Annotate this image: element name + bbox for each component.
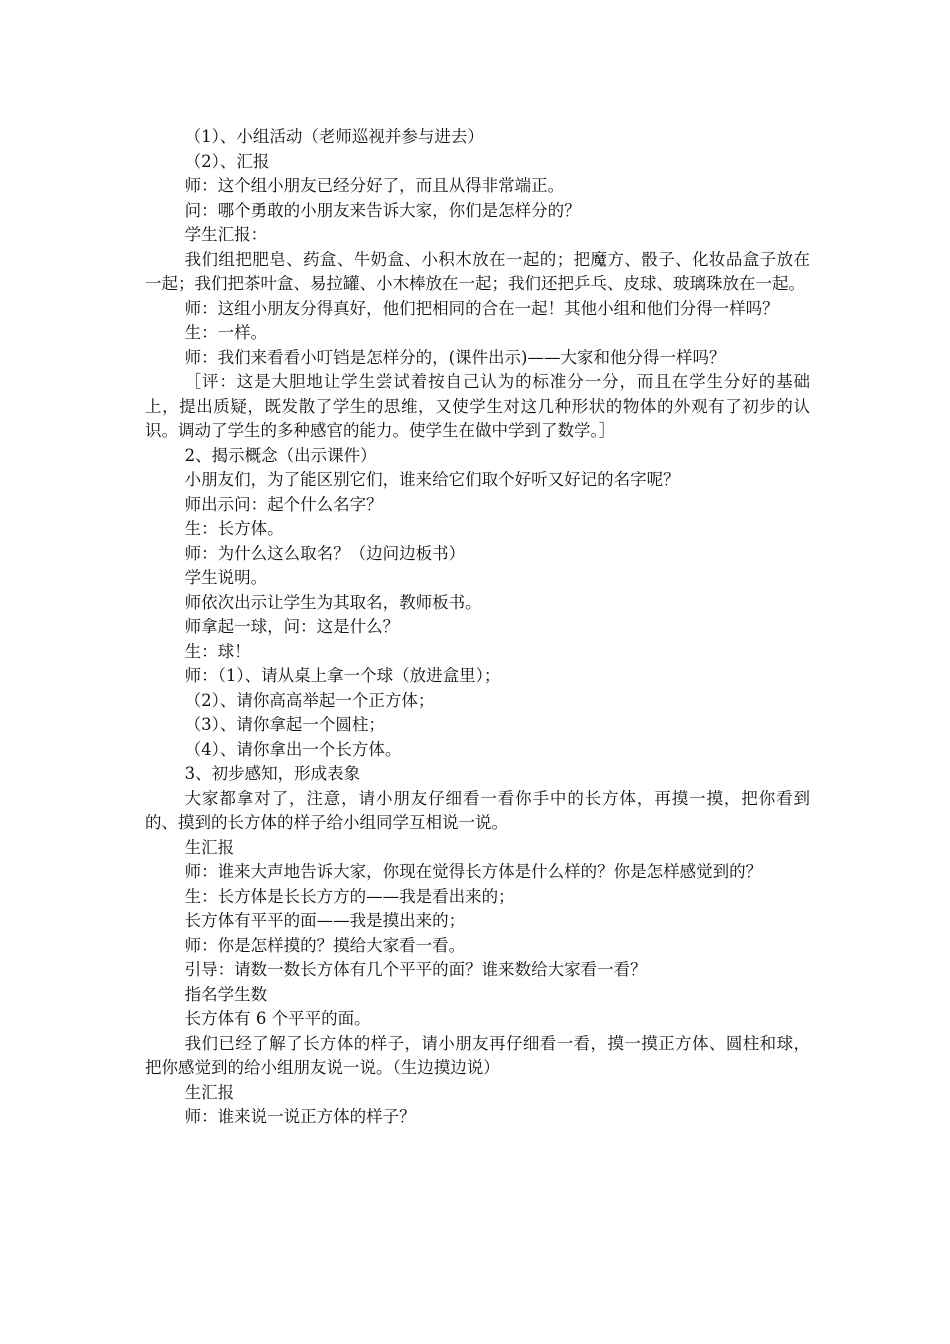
paragraph: 长方体有 6 个平平的面。 [184, 1009, 371, 1028]
paragraph: 学生说明。 [184, 568, 268, 587]
paragraph: 师：这组小朋友分得真好，他们把相同的合在一起！其他小组和他们分得一样吗？ [184, 298, 779, 318]
paragraph: （2）、请你高高举起一个正方体； [184, 690, 435, 710]
paragraph: 生：长方体是长长方方的——我是看出来的； [184, 886, 515, 906]
paragraph: 生：一样。 [184, 323, 268, 342]
paragraph: 生：球！ [184, 641, 251, 661]
paragraph: 师：（1）、请从桌上拿一个球（放进盒里）； [184, 666, 501, 685]
paragraph: （2）、汇报 [184, 151, 270, 171]
document-body [145, 125, 810, 1130]
paragraph: 师：谁来大声地告诉大家，你现在觉得长方体是什么样的？你是怎样感觉到的？ [184, 862, 763, 881]
paragraph: （3）、请你拿起一个圆柱； [184, 715, 385, 734]
paragraph: 师：这个组小朋友已经分好了，而且从得非常端正。 [184, 176, 565, 195]
paragraph: 师：谁来说一说正方体的样子？ [184, 1107, 416, 1126]
paragraph: 小朋友们，为了能区别它们，谁来给它们取个好听又好记的名字呢？ [184, 470, 680, 489]
paragraph: 生：长方体。 [184, 519, 284, 538]
paragraph: （4）、请你拿出一个长方体。 [184, 739, 402, 759]
paragraph: 生汇报 [184, 1082, 235, 1102]
comment-paragraph: ［评：这是大胆地让学生尝试着按自己认为的标准分一分，而且在学生分好的基础上，提出质疑，既发散了学生的思维，又使学生对这几种形状的物体的外观有了初步的认识。调动了学生的多种感官的能力。使学生在做中学到了数学。］ [145, 372, 810, 440]
paragraph: 师：我们来看看小叮铛是怎样分的，(课件出示)——大家和他分得一样吗？ [184, 347, 726, 367]
paragraph: 师出示问：起个什么名字？ [184, 494, 383, 514]
paragraph: 引导：请数一数长方体有几个平平的面？谁来数给大家看一看？ [184, 960, 647, 979]
paragraph: 师：你是怎样摸的？摸给大家看一看。 [184, 935, 466, 955]
paragraph: 大家都拿对了，注意，请小朋友仔细看一看你手中的长方体，再摸一摸，把你看到的、摸到的长方体的样子给小组同学互相说一说。 [145, 788, 810, 832]
paragraph: 指名学生数 [184, 984, 268, 1004]
paragraph: 我们已经了解了长方体的样子，请小朋友再仔细看一看，摸一摸正方体、圆柱和球，把你感觉到的给小组朋友说一说。（生边摸边说） [145, 1033, 810, 1077]
paragraph: 师拿起一球，问：这是什么？ [184, 617, 400, 636]
paragraph: 长方体有平平的面——我是摸出来的； [184, 911, 466, 930]
paragraph: 学生汇报： [184, 225, 268, 244]
section-heading: 3、初步感知，形成表象 [184, 764, 361, 783]
paragraph: 生汇报 [184, 837, 235, 857]
section-heading: 2、揭示概念（出示课件） [184, 445, 377, 465]
paragraph: 师：为什么这么取名？（边问边板书） [184, 543, 466, 563]
paragraph: （1）、小组活动（老师巡视并参与进去） [184, 127, 484, 146]
paragraph: 问：哪个勇敢的小朋友来告诉大家，你们是怎样分的？ [184, 200, 581, 220]
paragraph: 师依次出示让学生为其取名，教师板书。 [184, 592, 482, 612]
paragraph: 我们组把肥皂、药盒、牛奶盒、小积木放在一起的；把魔方、骰子、化妆品盒子放在一起；我们把茶叶盒、易拉罐、小木棒放在一起；我们还把乒乓、皮球、玻璃珠放在一起。 [145, 249, 810, 293]
